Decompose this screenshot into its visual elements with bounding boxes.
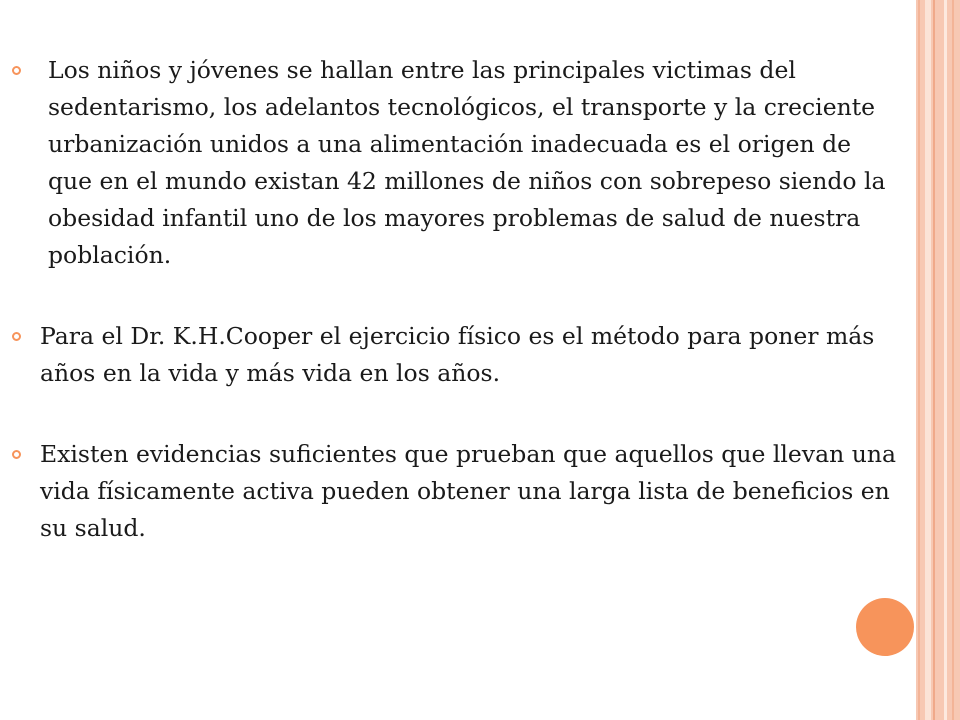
- circle-bullet-icon: [12, 332, 21, 341]
- circle-bullet-icon: [12, 66, 21, 75]
- bullet-text-3: Existen evidencias suficientes que prueban que aquellos que llevan una vida físicamente activa pueden obtener una larga lista de beneficios en su salud.: [40, 440, 896, 542]
- bullet-text-2: Para el Dr. K.H.Cooper el ejercicio físico es el método para poner más años en la vida y más vida en los años.: [40, 322, 875, 387]
- bullet-text-1: Los niños y jóvenes se hallan entre las principales victimas del sedentarismo, los adelantos tecnológicos, el transporte y la creciente urbanización unidos a una alimentación inadecuada es el origen de que en el mundo existan 42 millones de niños con sobrepeso siendo la obesidad infantil uno de los mayores problemas de salud de nuestra población.: [48, 56, 886, 269]
- border-stripe: [944, 0, 947, 720]
- border-stripe: [933, 0, 935, 720]
- bullet-list: [12, 52, 902, 547]
- border-stripe: [925, 0, 931, 720]
- circle-bullet-icon: [12, 450, 21, 459]
- bullet-item-3: [12, 436, 902, 547]
- border-stripe: [952, 0, 954, 720]
- border-stripe: [918, 0, 920, 720]
- bullet-item-2: [12, 318, 902, 392]
- bullet-item-1: [12, 52, 902, 274]
- orange-circle-decoration: [856, 598, 914, 656]
